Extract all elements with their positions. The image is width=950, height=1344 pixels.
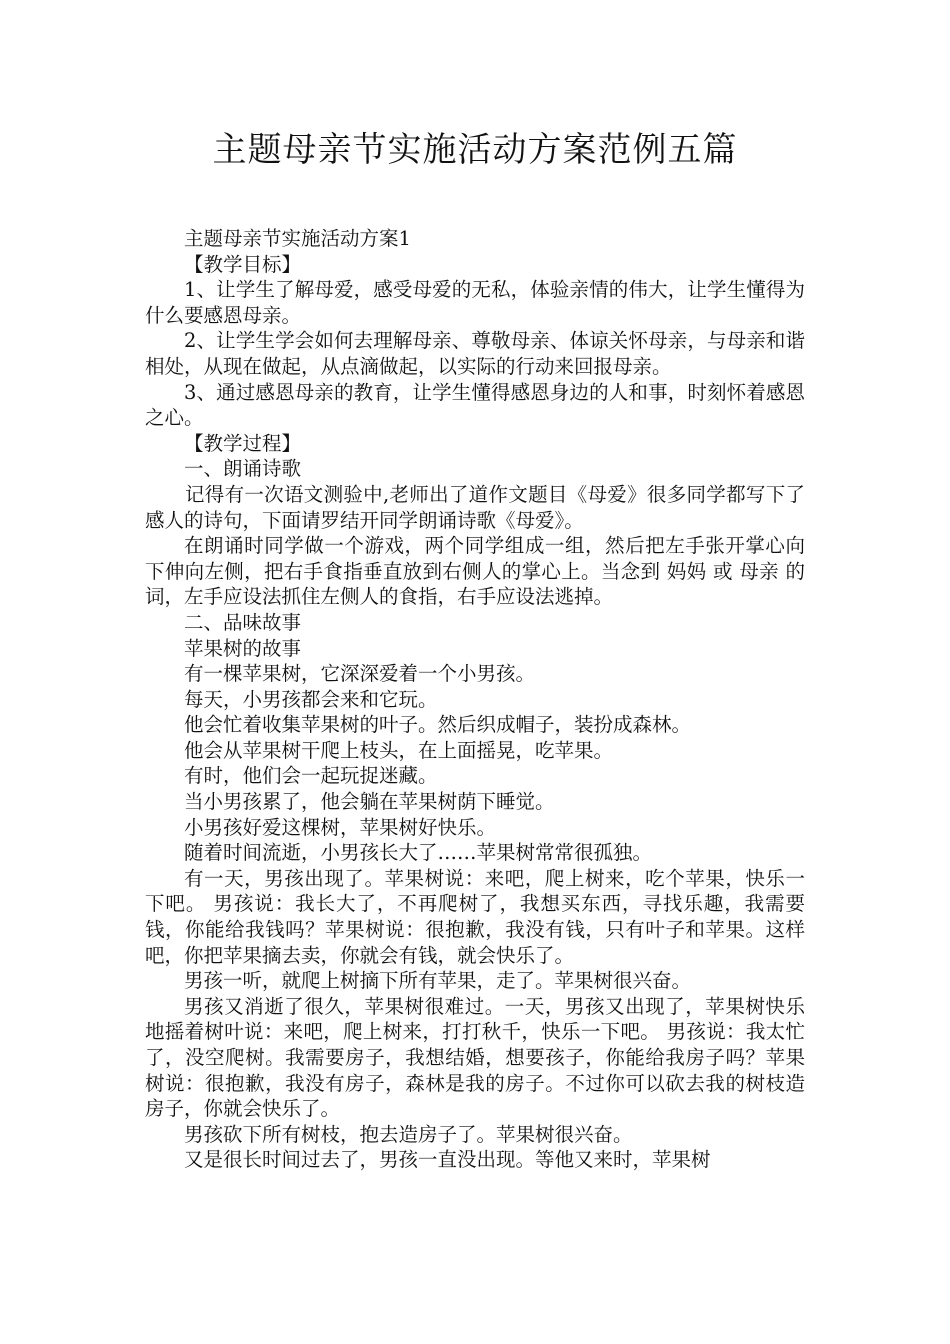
- paragraph: 男孩砍下所有树枝，抱去造房子了。苹果树很兴奋。: [184, 1122, 633, 1146]
- paragraph: 有一棵苹果树，它深深爱着一个小男孩。: [184, 662, 536, 686]
- paragraph: 小男孩好爱这棵树，苹果树好快乐。: [184, 815, 497, 839]
- paragraph: 3、通过感恩母亲的教育，让学生懂得感恩身边的人和事，时刻怀着感恩之心。: [145, 380, 805, 430]
- subheading-poem: 一、朗诵诗歌: [184, 457, 302, 481]
- paragraph: 记得有一次语文测验中,老师出了道作文题目《母爱》很多同学都写下了感人的诗句，下面请罗结开同学朗诵诗歌《母爱》。: [145, 482, 805, 532]
- document-title: 主题母亲节实施活动方案范例五篇: [212, 130, 738, 170]
- section-heading: 主题母亲节实施活动方案1: [184, 227, 411, 250]
- paragraph: 2、让学生学会如何去理解母亲、尊敬母亲、体谅关怀母亲，与母亲和谐相处，从现在做起，从点滴做起，以实际的行动来回报母亲。: [145, 329, 805, 378]
- paragraph: 男孩一听，就爬上树摘下所有苹果，走了。苹果树很兴奋。: [184, 969, 692, 993]
- paragraph: 当小男孩累了，他会躺在苹果树荫下睡觉。: [184, 790, 555, 814]
- subheading-objectives: 【教学目标】: [184, 252, 302, 276]
- paragraph: 每天，小男孩都会来和它玩。: [184, 687, 438, 711]
- paragraph: 在朗诵时同学做一个游戏，两个同学组成一组，然后把左手张开掌心向下伸向左侧，把右手食指垂直放到右侧人的掌心上。当念到 妈妈 或 母亲 的词，左手应设法抓住左侧人的食指，右手应设法逃掉。: [145, 534, 805, 609]
- document-body: [145, 226, 805, 1173]
- paragraph: 他会忙着收集苹果树的叶子。然后织成帽子，装扮成森林。: [184, 713, 692, 737]
- paragraph: 1、让学生了解母爱，感受母爱的无私，体验亲情的伟大，让学生懂得为什么要感恩母亲。: [145, 278, 805, 327]
- paragraph: 又是很长时间过去了，男孩一直没出现。等他又来时，苹果树: [184, 1148, 711, 1172]
- paragraph: 有时，他们会一起玩捉迷藏。: [184, 764, 438, 788]
- paragraph: 他会从苹果树干爬上枝头，在上面摇晃，吃苹果。: [184, 738, 614, 762]
- paragraph: 有一天，男孩出现了。苹果树说：来吧，爬上树来，吃个苹果，快乐一下吧。 男孩说：我长大了，不再爬树了，我想买东西，寻找乐趣，我需要钱，你能给我钱吗？苹果树说：很抱歉，我没有钱，只有叶子和苹果。这样吧，你把苹果摘去卖，你就会有钱，就会快乐了。: [145, 866, 805, 967]
- paragraph: 男孩又消逝了很久，苹果树很难过。一天，男孩又出现了，苹果树快乐地摇着树叶说：来吧，爬上树来，打打秋千，快乐一下吧。 男孩说：我太忙了，没空爬树。我需要房子，我想结婚，想要孩子，你能给我房子吗？苹果树说：很抱歉，我没有房子，森林是我的房子。不过你可以砍去我的树枝造房子，你就会快乐了。: [145, 994, 805, 1121]
- subheading-process: 【教学过程】: [184, 431, 302, 455]
- paragraph: 随着时间流逝，小男孩长大了……苹果树常常很孤独。: [184, 841, 653, 865]
- story-title: 苹果树的故事: [184, 636, 302, 660]
- subheading-story: 二、品味故事: [184, 610, 302, 634]
